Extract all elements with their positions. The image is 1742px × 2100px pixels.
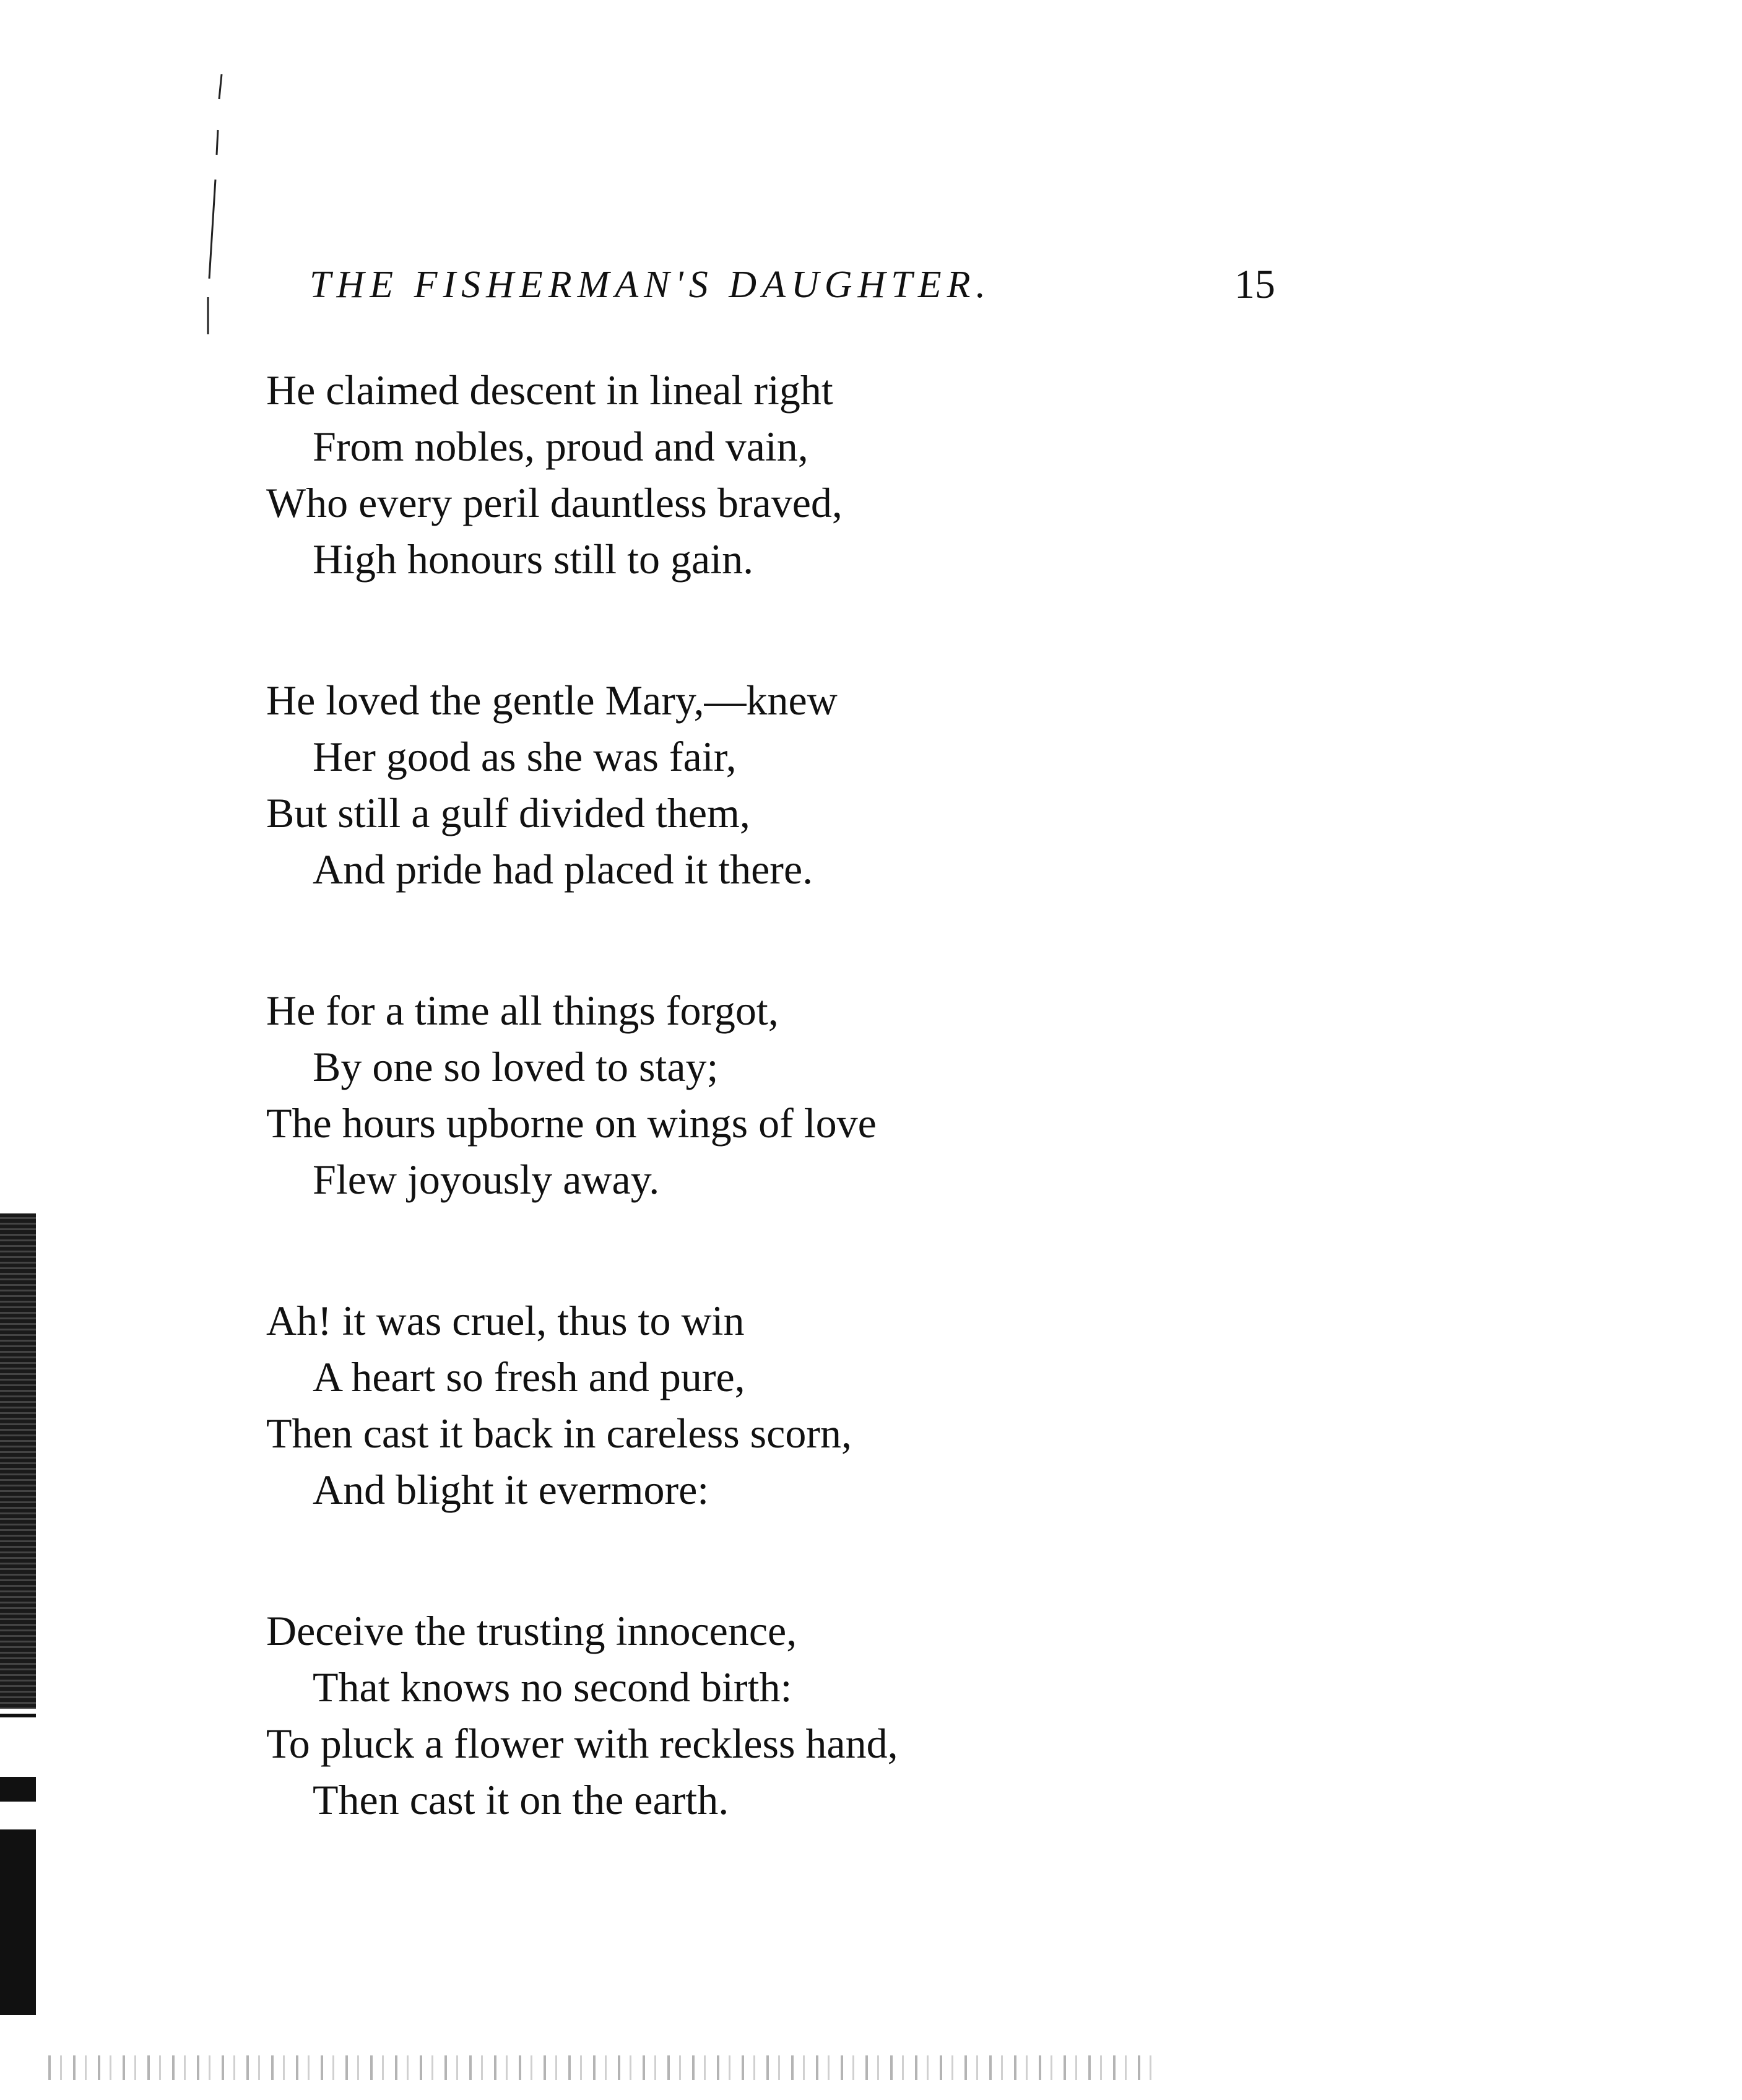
scan-edge-artifact <box>0 1829 36 2015</box>
poem-line: That knows no second birth: <box>313 1664 792 1711</box>
poem-body <box>266 362 1133 1913</box>
poem-line: Deceive the trusting innocence, <box>266 1607 797 1654</box>
poem-line: He loved the gentle Mary,—knew <box>266 677 838 724</box>
poem-line: High honours still to gain. <box>313 536 754 583</box>
poem-line: Ah! it was cruel, thus to win <box>266 1297 745 1344</box>
running-title: THE FISHERMAN'S DAUGHTER. <box>310 264 991 306</box>
poem-line: Flew joyously away. <box>313 1156 660 1203</box>
poem-line: To pluck a flower with reckless hand, <box>266 1720 898 1767</box>
poem-line: And blight it evermore: <box>313 1466 709 1513</box>
stanza-4 <box>266 1293 1133 1518</box>
scan-bottom-noise <box>37 2055 1151 2080</box>
poem-line: From nobles, proud and vain, <box>313 423 808 470</box>
running-head <box>310 257 1275 313</box>
poem-line: Her good as she was fair, <box>313 733 737 780</box>
poem-line: He claimed descent in lineal right <box>266 367 833 414</box>
poem-line: Then cast it back in careless scorn, <box>266 1410 852 1457</box>
poem-line: Then cast it on the earth. <box>313 1776 729 1823</box>
poem-line: And pride had placed it there. <box>313 846 813 893</box>
stanza-2 <box>266 672 1133 898</box>
scan-edge-artifact <box>0 1777 36 1802</box>
scan-edge-artifact <box>0 1714 36 1717</box>
stanza-3 <box>266 983 1133 1208</box>
poem-line: He for a time all things forgot, <box>266 987 779 1034</box>
stanza-1 <box>266 362 1133 588</box>
poem-line: By one so loved to stay; <box>313 1043 719 1090</box>
poem-line: The hours upborne on wings of love <box>266 1100 877 1147</box>
poem-line: A heart so fresh and pure, <box>313 1353 745 1400</box>
scan-edge-artifact <box>0 1213 36 1709</box>
poem-line: But still a gulf divided them, <box>266 789 750 836</box>
page-number: 15 <box>1234 262 1275 307</box>
poem-line: Who every peril dauntless braved, <box>266 479 843 526</box>
stanza-5 <box>266 1603 1133 1828</box>
margin-pen-stroke <box>204 74 229 341</box>
